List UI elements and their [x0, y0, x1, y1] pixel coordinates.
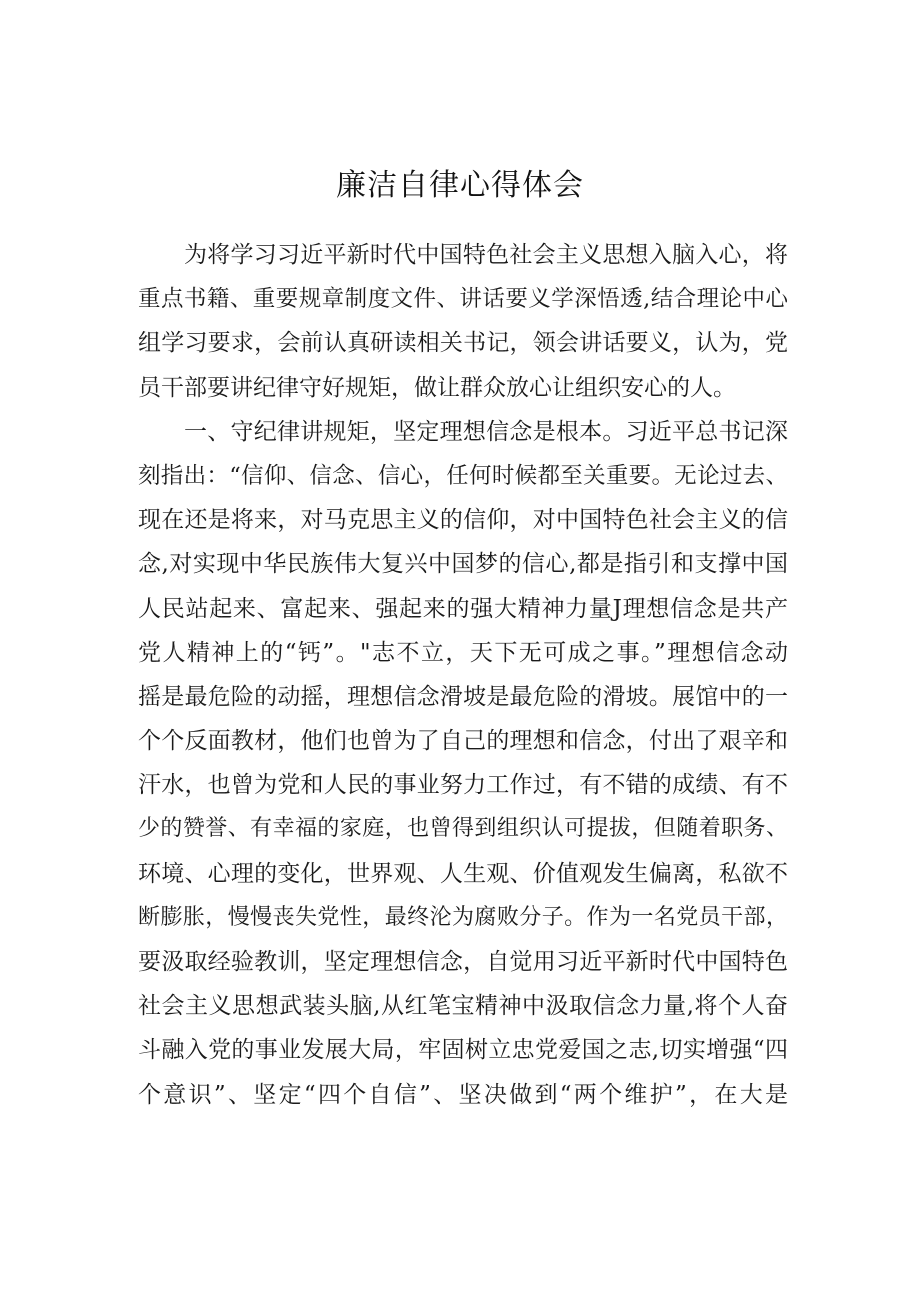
paragraph-line: 组学习要求，会前认真研读相关书记，领会讲话要义，认为，党	[138, 330, 788, 357]
paragraph-line: 个意识”、坚定“四个自信”、坚决做到“两个维护”，在大是	[138, 1081, 788, 1108]
paragraph-line: 少的赞誉、有幸福的家庭，也曾得到组织认可提拔，但随着职务、	[138, 816, 788, 842]
paragraph-line: 汗水，也曾为党和人民的事业努力工作过，有不错的成绩、有不	[138, 772, 788, 799]
paragraph-line: 社会主义思想武装头脑,从红笔宝精神中汲取信念力量,将个人奋	[138, 993, 788, 1020]
document-title: 廉洁自律心得体会	[336, 168, 584, 203]
paragraph-line: 党人精神上的“钙”。"志不立，天下无可成之事。”理想信念动	[138, 639, 788, 666]
paragraph-line: 个个反面教材，他们也曾为了自己的理想和信念，付出了艰辛和	[138, 728, 788, 755]
paragraph-line: 人民站起来、富起来、强起来的强大精神力量J理想信念是共产	[138, 595, 788, 622]
paragraph-line: 员干部要讲纪律守好规矩，做让群众放心让组织安心的人。	[138, 374, 736, 401]
paragraph-line: 斗融入党的事业发展大局，牢固树立忠党爱国之志,切实增强“四	[138, 1037, 788, 1064]
paragraph-line: 现在还是将来，对马克思主义的信仰，对中国特色社会主义的信	[138, 507, 788, 534]
document-body	[138, 233, 788, 1117]
paragraph-line: 重点书籍、重要规章制度文件、讲话要义学深悟透,结合理论中心	[138, 286, 788, 313]
paragraph-line: 刻指出：“信仰、信念、信心，任何时候都至关重要。无论过去、	[138, 462, 788, 489]
paragraph-line: 念,对实现中华民族伟大复兴中国梦的信心,都是指引和支撑中国	[138, 551, 788, 578]
paragraph-line: 一、守纪律讲规矩，坚定理想信念是根本。习近平总书记深	[184, 418, 788, 445]
paragraph-line: 断膨胀，慢慢丧失党性，最终沦为腐败分子。作为一名党员干部，	[138, 904, 788, 930]
paragraph-line: 为将学习习近平新时代中国特色社会主义思想入脑入心，将	[184, 242, 788, 268]
paragraph-line: 摇是最危险的动摇，理想信念滑坡是最危险的滑坡。展馆中的一	[138, 683, 788, 710]
paragraph-line: 环境、心理的变化，世界观、人生观、价值观发生偏离，私欲不	[138, 860, 788, 887]
paragraph-line: 要汲取经验教训，坚定理想信念，自觉用习近平新时代中国特色	[138, 949, 788, 975]
